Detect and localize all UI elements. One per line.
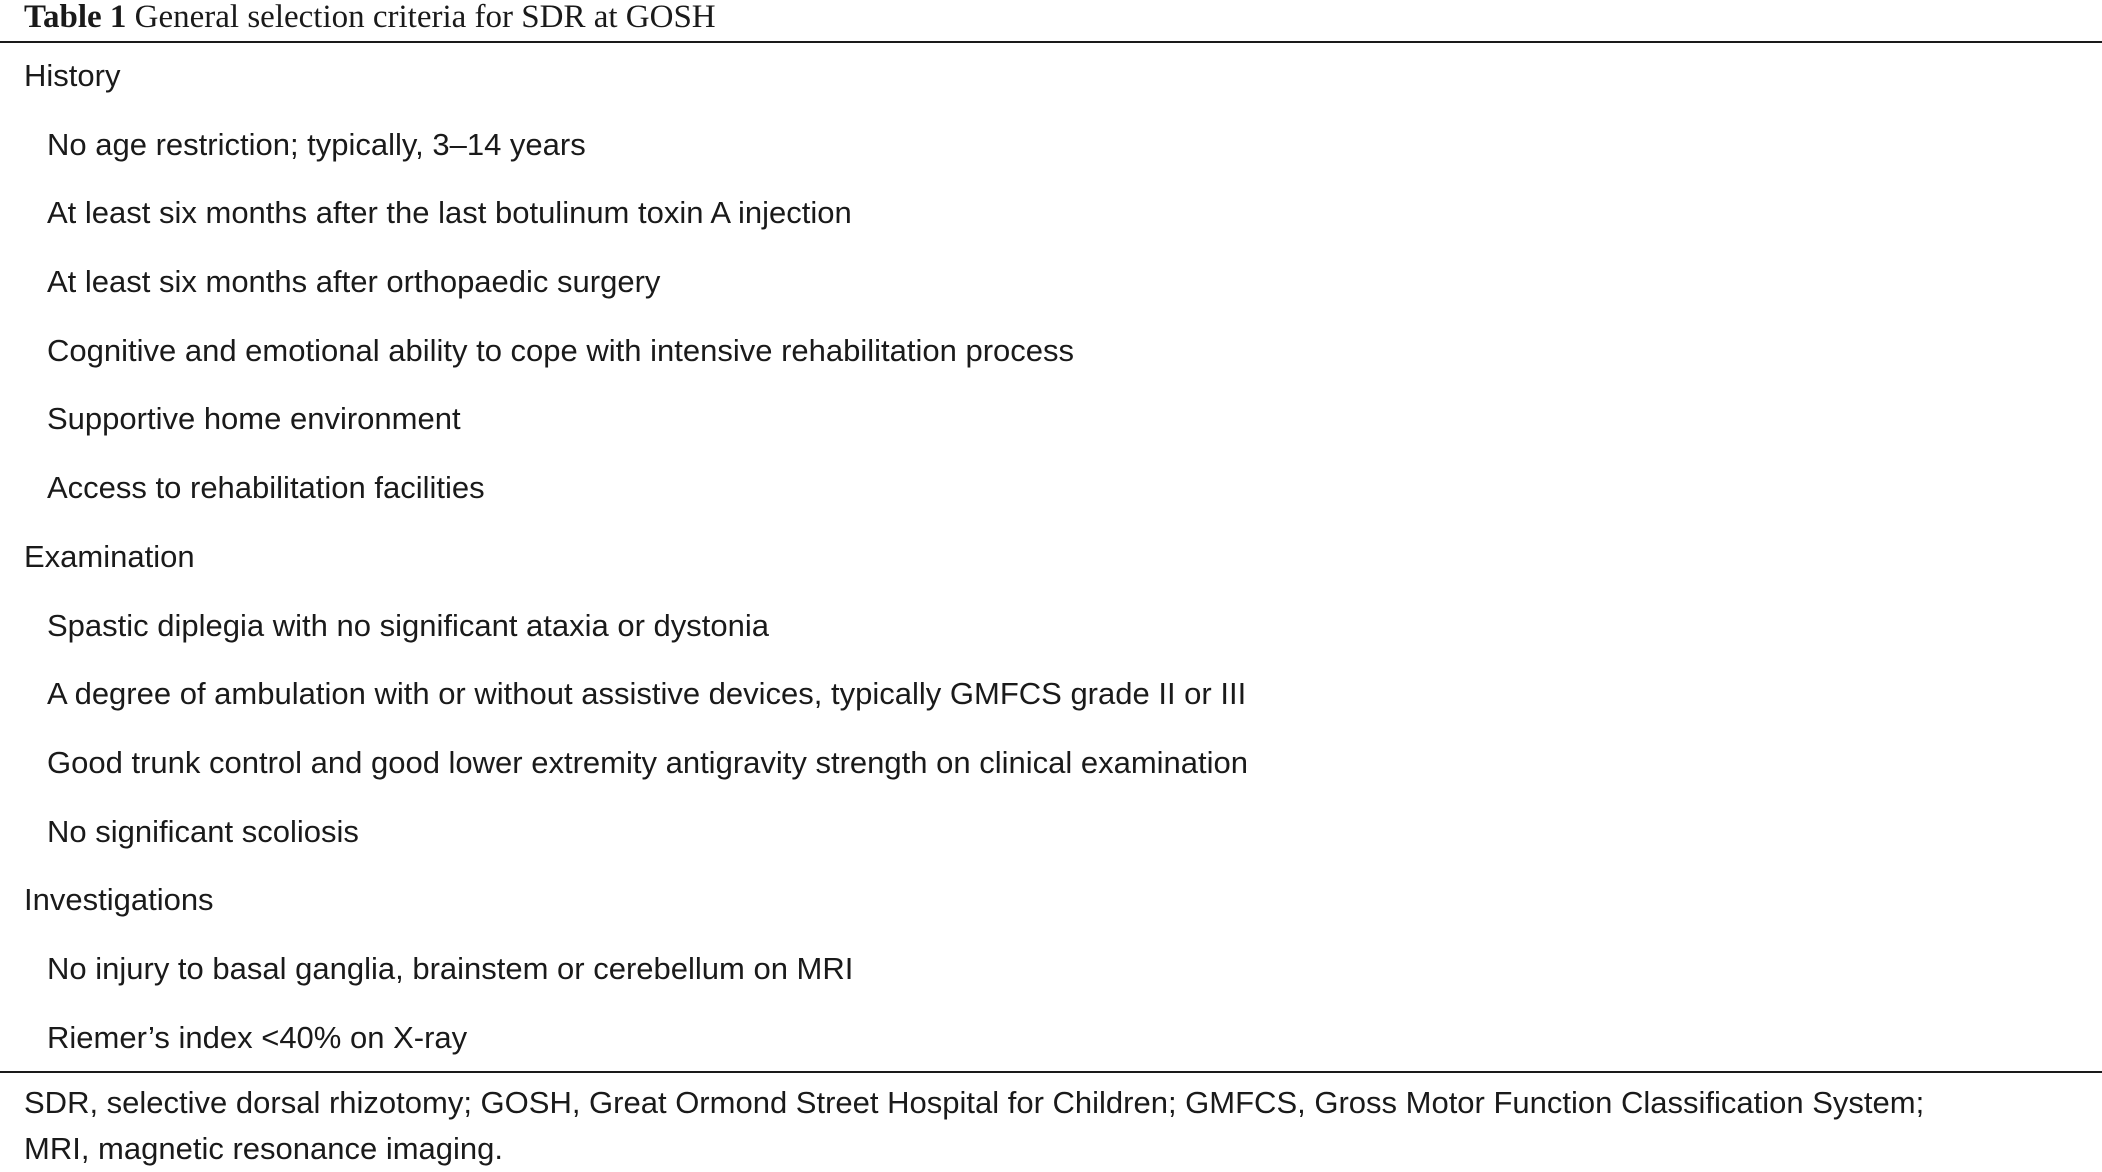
section-heading-history: History: [24, 58, 121, 93]
criteria-row: Riemer’s index <40% on X-ray: [47, 1019, 468, 1055]
criteria-row: Supportive home environment: [47, 401, 461, 437]
table-caption: [24, 0, 716, 40]
table-bottom-rule: [0, 1071, 2102, 1073]
table-caption-title: General selection criteria for SDR at GOSH: [134, 0, 716, 35]
footnote-line: SDR, selective dorsal rhizotomy; GOSH, Great Ormond Street Hospital for Children; GMFCS, Gross Motor Function Classification System;: [24, 1085, 1925, 1120]
criteria-row: Good trunk control and good lower extremity antigravity strength on clinical examination: [47, 744, 1249, 780]
criteria-row: At least six months after orthopaedic surgery: [47, 264, 661, 300]
criteria-row: Spastic diplegia with no significant ataxia or dystonia: [47, 607, 770, 643]
table-footnote: [24, 1080, 2084, 1172]
criteria-table: [0, 42, 2102, 1072]
table-caption-label: Table 1: [24, 0, 127, 35]
criteria-row: Cognitive and emotional ability to cope with intensive rehabilitation process: [47, 332, 1075, 368]
criteria-row: No injury to basal ganglia, brainstem or cerebellum on MRI: [47, 950, 854, 986]
section-heading-investigations: Investigations: [24, 882, 214, 918]
footnote-line: MRI, magnetic resonance imaging.: [24, 1131, 504, 1166]
criteria-row: No significant scoliosis: [47, 813, 359, 849]
criteria-row: A degree of ambulation with or without assistive devices, typically GMFCS grade II or III: [47, 676, 1247, 712]
criteria-row: Access to rehabilitation facilities: [47, 470, 485, 506]
section-heading-examination: Examination: [24, 538, 195, 574]
criteria-row: No age restriction; typically, 3–14 years: [47, 126, 586, 162]
criteria-row: At least six months after the last botulinum toxin A injection: [47, 195, 852, 231]
